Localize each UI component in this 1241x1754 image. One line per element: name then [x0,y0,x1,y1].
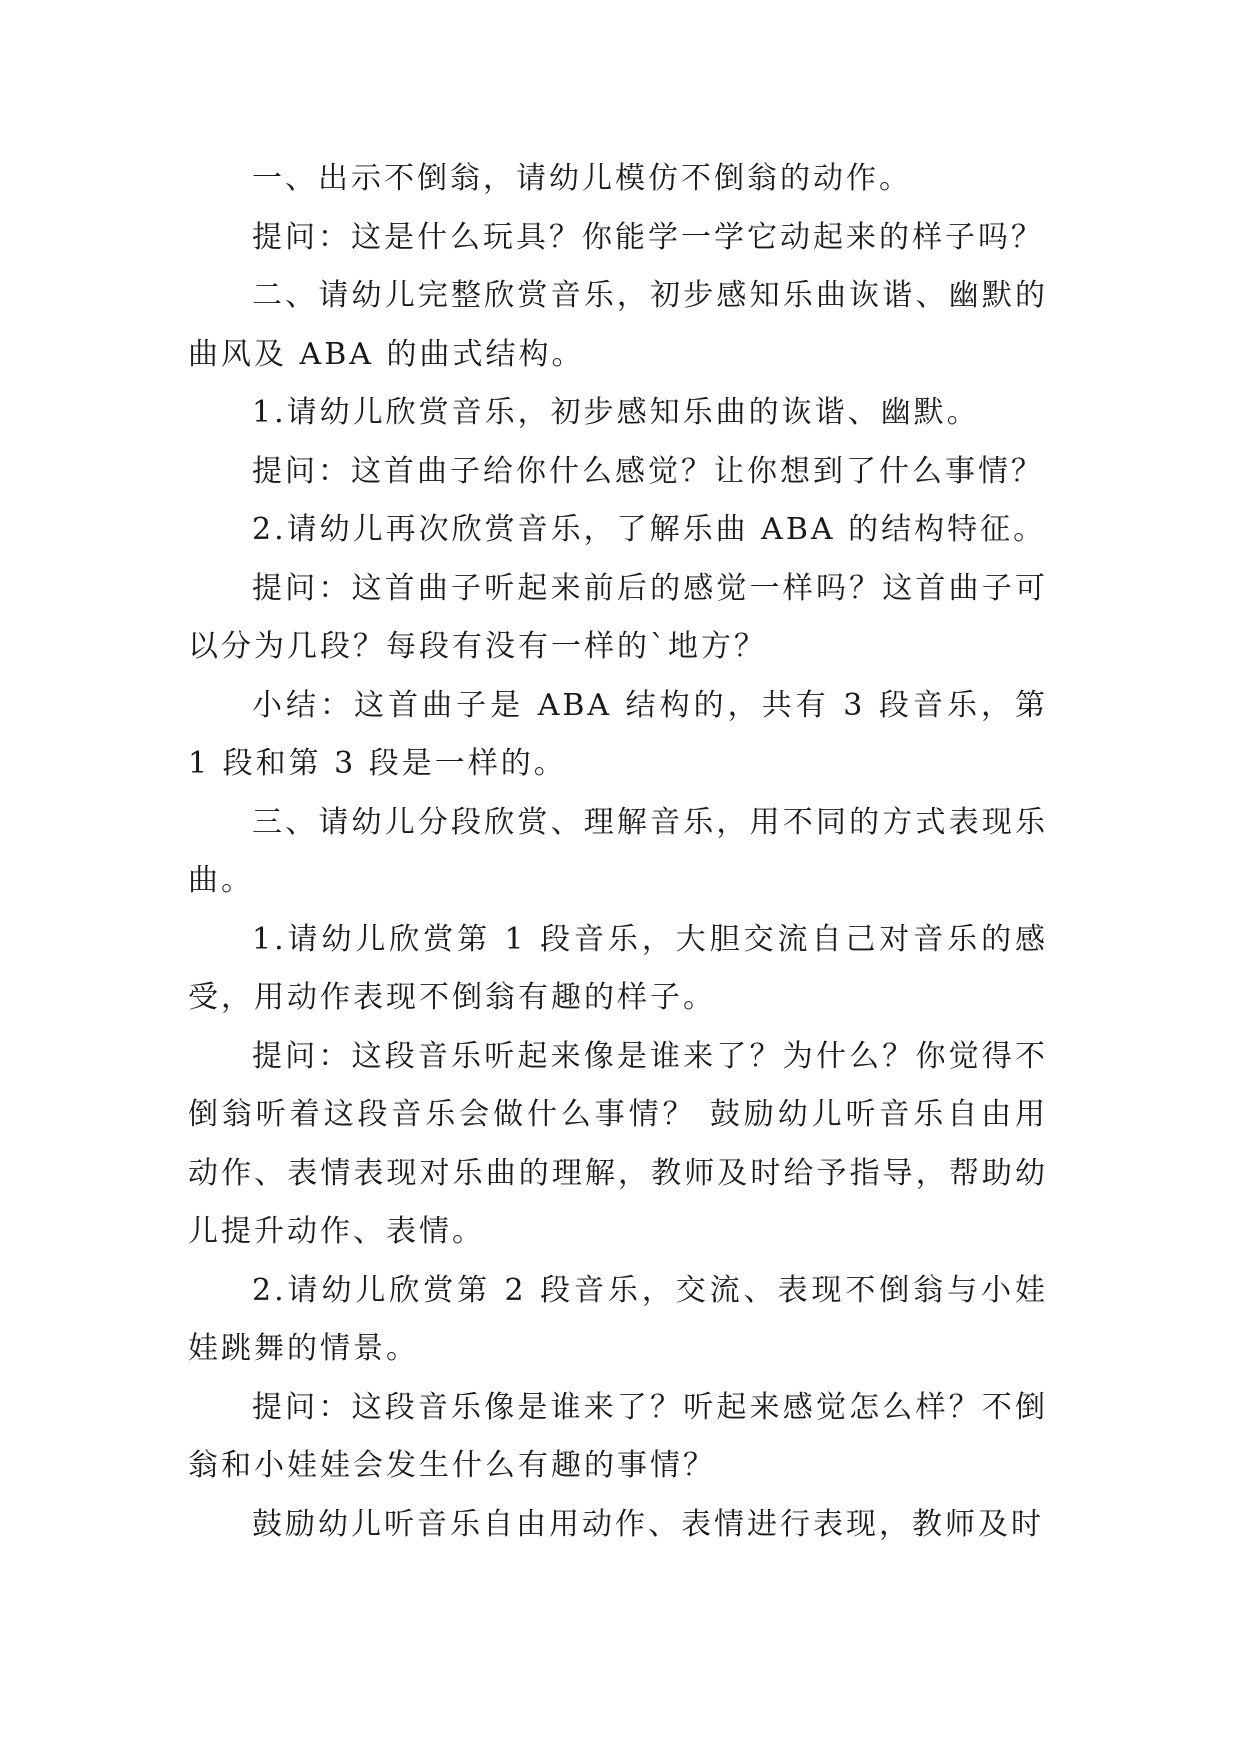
paragraph-summary: 小结：这首曲子是 ABA 结构的，共有 3 段音乐，第 1 段和第 3 段是一样的。 [188,687,1048,781]
document-body [188,150,1048,1554]
paragraph-section-2-heading: 二、请幼儿完整欣赏音乐，初步感知乐曲诙谐、幽默的曲风及 ABA 的曲式结构。 [188,278,1048,372]
paragraph-question-1: 提问：这是什么玩具？你能学一学它动起来的样子吗？ [252,219,1044,255]
paragraph-question-3-1: 提问：这段音乐听起来像是谁来了？为什么？你觉得不倒翁听着这段音乐会做什么事情？ 鼓励幼儿听音乐自由用动作、表情表现对乐曲的理解，教师及时给予指导，帮助幼儿提升动作、表情。 [188,1038,1048,1249]
paragraph-step-2-1: 1.请幼儿欣赏音乐，初步感知乐曲的诙谐、幽默。 [252,395,980,430]
paragraph-step-3-1: 1.请幼儿欣赏第 1 段音乐，大胆交流自己对音乐的感受，用动作表现不倒翁有趣的样子。 [188,921,1048,1015]
paragraph-section-1-heading: 一、出示不倒翁，请幼儿模仿不倒翁的动作。 [252,161,912,196]
paragraph-step-3-2: 2.请幼儿欣赏第 2 段音乐，交流、表现不倒翁与小娃娃跳舞的情景。 [188,1272,1048,1366]
paragraph-step-2-2: 2.请幼儿再次欣赏音乐，了解乐曲 ABA 的结构特征。 [252,512,1047,547]
paragraph-encouragement: 鼓励幼儿听音乐自由用动作、表情进行表现，教师及时 [252,1506,1044,1542]
paragraph-question-2-1: 提问：这首曲子给你什么感觉？让你想到了什么事情？ [252,453,1044,489]
paragraph-section-3-heading: 三、请幼儿分段欣赏、理解音乐，用不同的方式表现乐曲。 [188,804,1048,898]
paragraph-question-2-2: 提问：这首曲子听起来前后的感觉一样吗？这首曲子可以分为几段？每段有没有一样的`地方？ [188,570,1048,664]
paragraph-question-3-2: 提问：这段音乐像是谁来了？听起来感觉怎么样？不倒翁和小娃娃会发生什么有趣的事情？ [188,1389,1048,1483]
